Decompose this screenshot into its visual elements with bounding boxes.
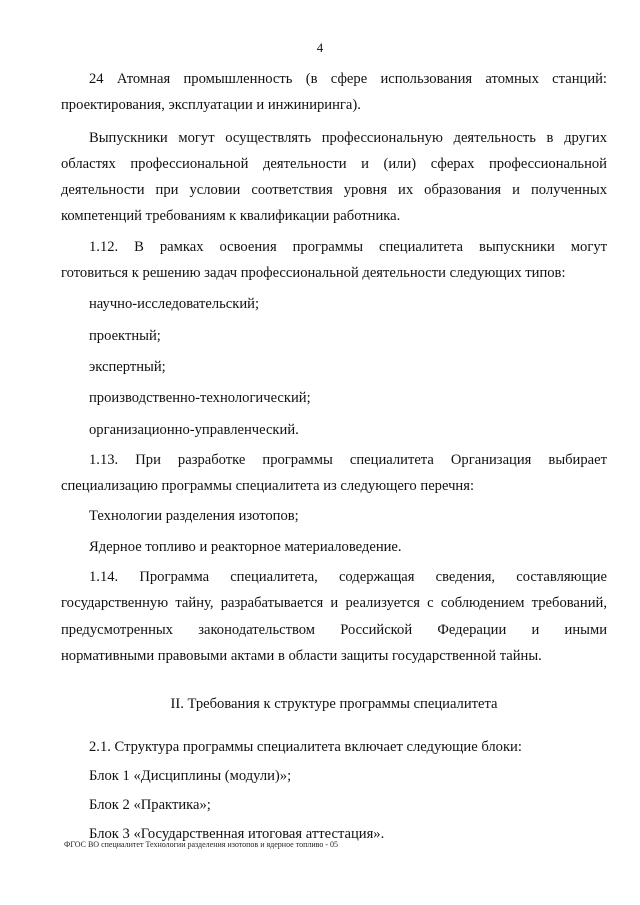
text-line: областях профессиональной деятельности и (или) сферах профессиональной xyxy=(61,155,607,172)
text-line: 1.12. В рамках освоения программы специалитета выпускники могут xyxy=(89,238,607,255)
text-line: деятельности при условии соответствия уровня их образования и полученных xyxy=(61,182,607,199)
section-heading: II. Требования к структуре программы специалитета xyxy=(170,696,498,713)
list-item: Блок 1 «Дисциплины (модули)»; xyxy=(89,767,292,784)
text-line: предусмотренных законодательством Российской Федерации и иными xyxy=(61,621,607,638)
text-line: 1.14. Программа специалитета, содержащая сведения, составляющие xyxy=(89,569,607,586)
text-line: компетенций требованиям к квалификации работника. xyxy=(61,208,401,225)
list-item: проектный; xyxy=(89,327,161,344)
text-line: проектирования, эксплуатации и инжиниринга). xyxy=(61,97,361,114)
list-item: научно-исследовательский; xyxy=(89,296,260,313)
list-item: Блок 2 «Практика»; xyxy=(89,797,211,814)
list-item: Ядерное топливо и реакторное материаловедение. xyxy=(89,538,402,555)
page-footer: ФГОС ВО специалитет Технологии разделения изотопов и ядерное топливо - 05 xyxy=(64,840,339,849)
activity-types-list xyxy=(89,291,607,442)
text-line: нормативными правовыми актами в области защиты государственной тайны. xyxy=(61,647,542,664)
text-line: Выпускники могут осуществлять профессиональную деятельность в других xyxy=(89,129,607,146)
paragraph-1-14 xyxy=(61,564,607,669)
paragraph-1-13 xyxy=(61,447,607,500)
list-item: организационно-управленческий. xyxy=(89,421,299,438)
document-body xyxy=(61,66,607,848)
paragraph-2-1: 2.1. Структура программы специалитета включает следующие блоки: xyxy=(89,738,522,755)
paragraph-graduates xyxy=(61,125,607,230)
list-item: производственно-технологический; xyxy=(89,390,311,407)
text-line: специализацию программы специалитета из следующего перечня: xyxy=(61,478,474,495)
text-line: 1.13. При разработке программы специалитета Организация выбирает xyxy=(89,451,607,468)
list-item: Блок 3 «Государственная итоговая аттестация». xyxy=(89,826,385,843)
program-blocks-list xyxy=(89,763,607,848)
text-line: готовиться к решению задач профессиональной деятельности следующих типов: xyxy=(61,265,566,282)
paragraph-1-12 xyxy=(61,234,607,287)
paragraph-atomic-industry xyxy=(61,66,607,119)
list-item: экспертный; xyxy=(89,358,166,375)
page-number: 4 xyxy=(316,40,324,55)
text-line: 24 Атомная промышленность (в сфере использования атомных станций: xyxy=(89,71,607,87)
list-item: Технологии разделения изотопов; xyxy=(89,508,299,525)
specializations-list xyxy=(89,503,607,560)
text-line: государственную тайну, разрабатывается и реализуется с соблюдением требований, xyxy=(61,595,607,612)
